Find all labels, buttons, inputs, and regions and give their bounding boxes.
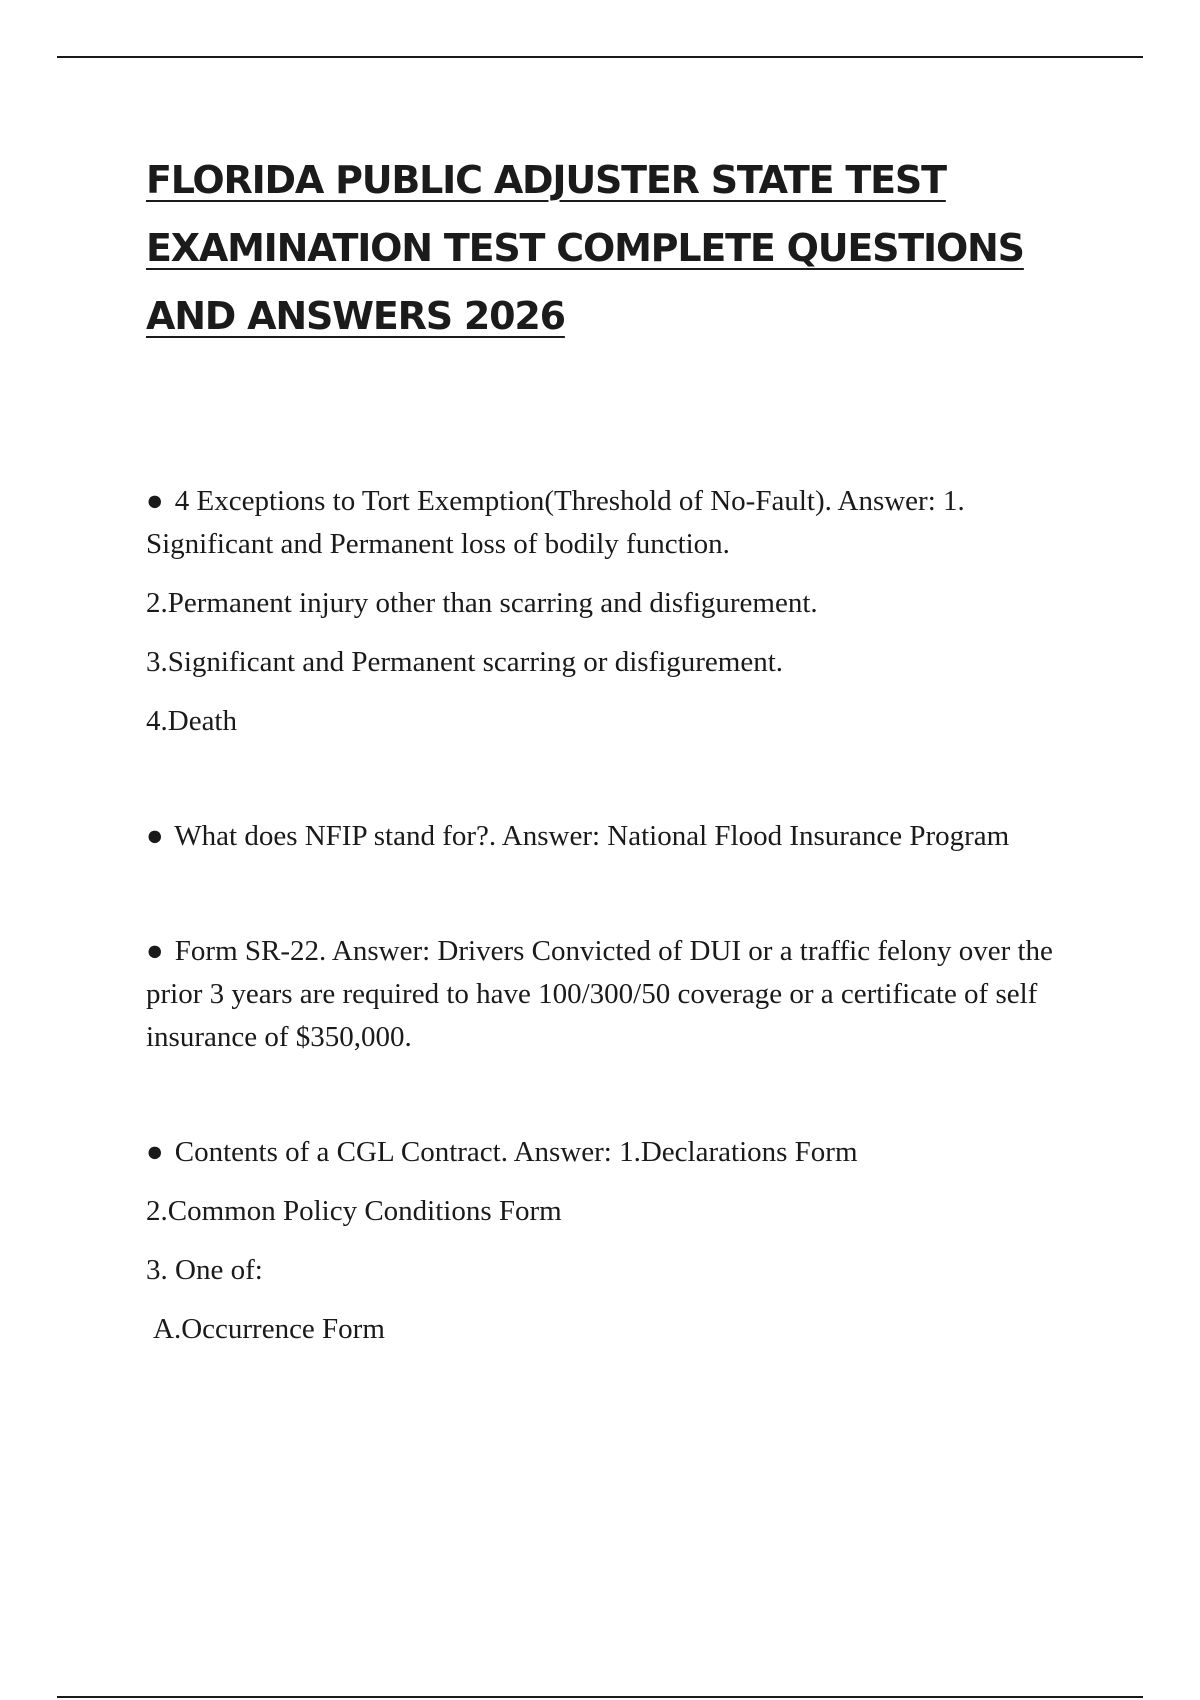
top-rule — [57, 56, 1143, 58]
qa-answer-line: 3.Significant and Permanent scarring or disfigurement. — [146, 646, 784, 678]
qa-item — [146, 815, 1066, 858]
qa-question: ● 4 Exceptions to Tort Exemption(Threshold of No-Fault). Answer: 1. Significant and Permanent loss of bodily function. — [146, 485, 965, 560]
bullet-icon: ● — [146, 485, 164, 517]
qa-list — [146, 480, 1066, 1351]
bullet-icon: ● — [146, 820, 164, 852]
qa-answer-line: 2.Permanent injury other than scarring and disfigurement. — [146, 587, 818, 619]
qa-answer-line: 3. One of: — [146, 1254, 263, 1286]
document-title: FLORIDA PUBLIC ADJUSTER STATE TEST EXAMINATION TEST COMPLETE QUESTIONS AND ANSWERS 2026 — [146, 158, 1024, 338]
qa-answer-line: 2.Common Policy Conditions Form — [146, 1195, 562, 1227]
bullet-icon: ● — [146, 1136, 164, 1168]
qa-item — [146, 480, 1066, 743]
qa-item — [146, 1131, 1066, 1351]
qa-answer-line: 4.Death — [146, 705, 237, 737]
qa-question: ● What does NFIP stand for?. Answer: National Flood Insurance Program — [146, 820, 1010, 852]
bullet-icon: ● — [146, 935, 164, 967]
qa-item — [146, 930, 1066, 1059]
qa-answer-line: A.Occurrence Form — [153, 1313, 385, 1345]
qa-question: ● Contents of a CGL Contract. Answer: 1.Declarations Form — [146, 1136, 858, 1168]
qa-question: ● Form SR-22. Answer: Drivers Convicted of DUI or a traffic felony over the prior 3 years are required to have 100/300/50 coverage or a certificate of self insurance of $350,000. — [146, 935, 1053, 1053]
bottom-rule — [57, 1696, 1143, 1698]
